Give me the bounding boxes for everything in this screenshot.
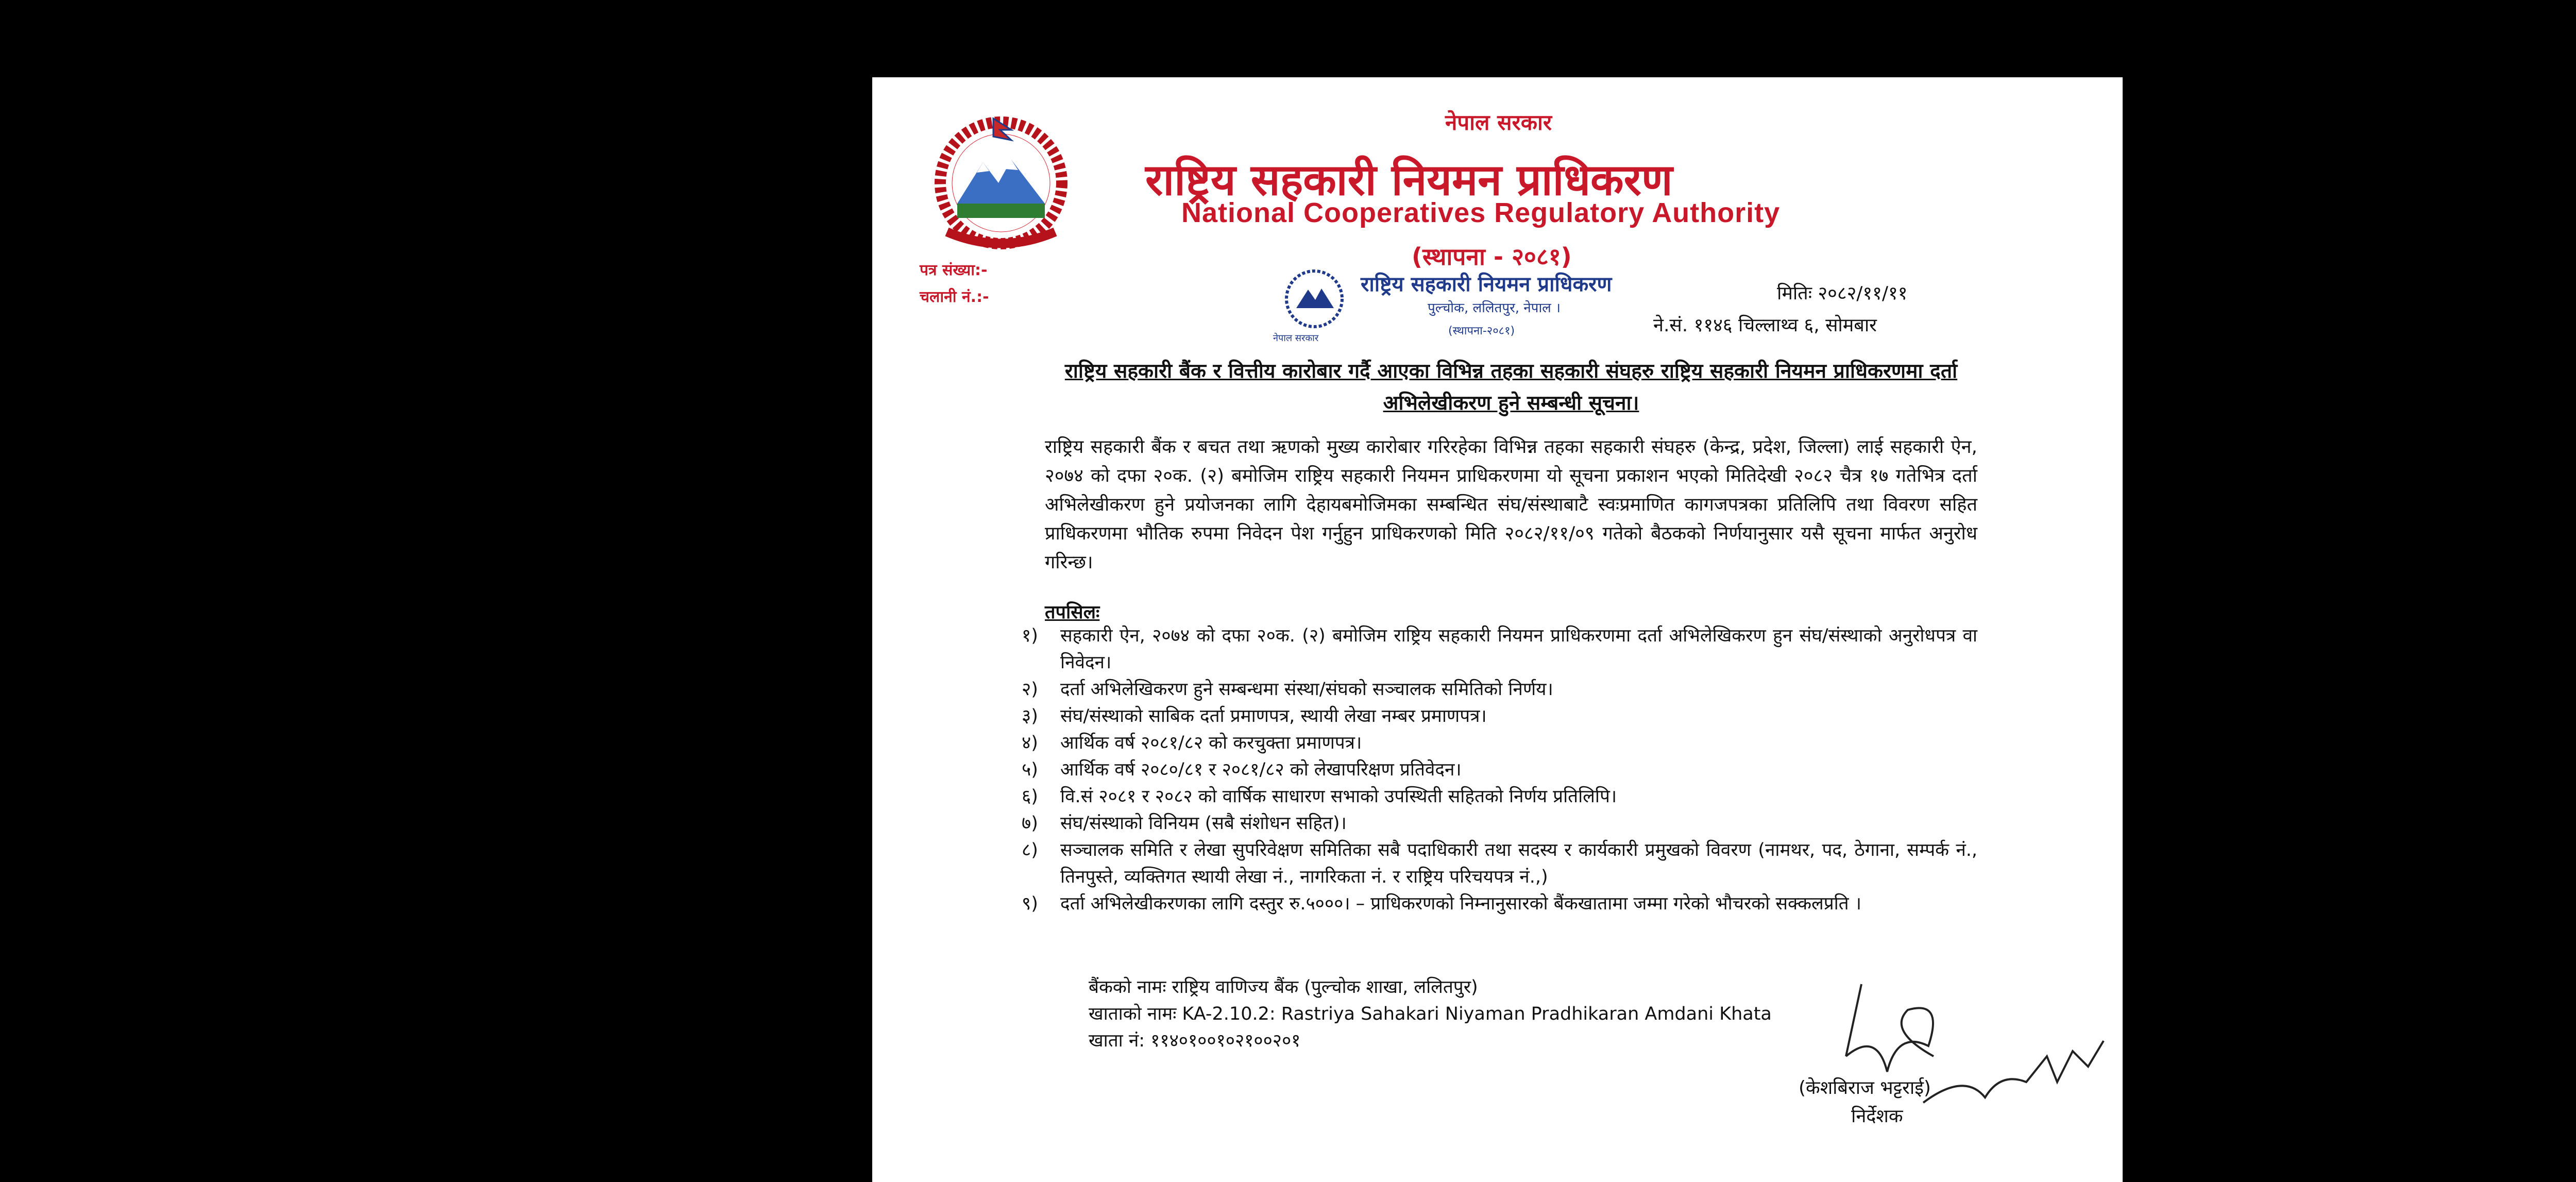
notice-body: राष्ट्रिय सहकारी बैंक र बचत तथा ऋणको मुख्य कारोबार गरिरहेका विभिन्न तहका सहकारी संघहरु (केन्द्र, प्रदेश, जिल्ला) लाई सहकारी ऐन, २०७४ को दफा २०क. (२) बमोजिम राष्ट्रिय सहकारी नियमन प्राधिकरणमा यो सूचना प्रकाशन भएको मितिदेखी २०८२ चैत्र १७ गतेभित्र दर्ता अभिलेखीकरण हुने प्रयोजनका लागि देहायबमोजिमका सम्बन्धित संघ/संस्थाबाटै स्वःप्रमाणित कागजपत्रका प्रतिलिपि तथा विवरण सहित प्राधिकरणमा भौतिक रुपमा निवेदन पेश गर्नुहुन प्राधिकरणको मिति २०८२/११/०९ गतेको बैठकको निर्णयानुसार यसै सूचना मार्फत अनुरोध गरिन्छ। bbox=[1045, 436, 1977, 573]
list-item bbox=[1022, 837, 1977, 890]
list-item-number: ४) bbox=[1022, 733, 1038, 753]
list-item-number: ३) bbox=[1022, 706, 1038, 727]
list-item-text: सञ्चालक समिति र लेखा सुपरिवेक्षण समितिका सबै पदाधिकारी तथा सदस्य र कार्यकारी प्रमुखको विवरण (नामथर, पद, ठेगाना, सम्पर्क नं., तिनपुस्ते, व्यक्तिगत स्थायी लेखा नं., नागरिकता नं. र राष्ट्रिय परिचयपत्र नं.,) bbox=[1060, 840, 1977, 887]
stamp-emblem-icon bbox=[1283, 268, 1345, 330]
org-name-nepali: राष्ट्रिय सहकारी नियमन प्राधिकरण bbox=[1145, 155, 1673, 205]
list-item bbox=[1022, 622, 1977, 676]
government-label: नेपाल सरकार bbox=[1445, 110, 1552, 135]
org-name-english: National Cooperatives Regulatory Authority bbox=[1181, 197, 1781, 228]
list-item bbox=[1022, 810, 1977, 837]
list-item-text: संघ/संस्थाको साबिक दर्ता प्रमाणपत्र, स्थायी लेखा नम्बर प्रमाणपत्र। bbox=[1060, 706, 1487, 727]
nepal-emblem-icon bbox=[916, 113, 1086, 258]
bank-account-name: खाताको नामः KA-2.10.2: Rastriya Sahakari Niyaman Pradhikaran Amdani Khata bbox=[1089, 1004, 1772, 1024]
list-item-text: दर्ता अभिलेखिकरण हुने सम्बन्धमा संस्था/संघको सञ्चालक समितिको निर्णय। bbox=[1060, 679, 1553, 700]
list-item-number: २) bbox=[1022, 679, 1038, 700]
list-item bbox=[1022, 730, 1977, 756]
list-item-number: ८) bbox=[1022, 840, 1038, 860]
stamp-established: (स्थापना-२०८१) bbox=[1448, 325, 1515, 337]
list-item-text: आर्थिक वर्ष २०८१/८२ को करचुक्ता प्रमाणपत्र। bbox=[1060, 733, 1362, 753]
bank-account-number: खाता नं: ११४०१००१०२१००२०१ bbox=[1089, 1031, 1301, 1051]
nepal-sambat-date: ने.सं. ११४६ चिल्लाथ्व ६, सोमबार bbox=[1653, 315, 1877, 336]
notice-subject: राष्ट्रिय सहकारी बैंक र वित्तीय कारोबार गर्दै आएका विभिन्न तहका सहकारी संघहरु राष्ट्रिय सहकारी नियमन प्राधिकरणमा दर्ता अभिलेखीकरण हुने सम्बन्धी सूचना। bbox=[1064, 360, 1958, 415]
list-item-number: ९) bbox=[1022, 893, 1038, 914]
stamp-address: पुल्चोक, ललितपुर, नेपाल । bbox=[1428, 300, 1561, 316]
stamp-circle-label: नेपाल सरकार bbox=[1273, 333, 1319, 344]
patra-sankhya-label: पत्र संख्या:- bbox=[920, 261, 988, 279]
signatory-name: (केशबिराज भट्टराई) bbox=[1799, 1077, 1931, 1099]
list-heading: तपसिलः bbox=[1045, 602, 1100, 623]
document-list bbox=[1022, 622, 1977, 917]
list-item bbox=[1022, 703, 1977, 730]
list-item-text: दर्ता अभिलेखीकरणका लागि दस्तुर रु.५०००। – प्राधिकरणको निम्नानुसारको बैंकखातामा जम्मा गरेको भौचरको सक्कलप्रति । bbox=[1060, 893, 1862, 914]
list-item bbox=[1022, 890, 1977, 917]
date-label: मितिः २०८२/११/११ bbox=[1777, 283, 1908, 304]
bank-details bbox=[1089, 974, 1772, 1054]
notice-page bbox=[872, 77, 2123, 1182]
bank-name: बैंकको नामः राष्ट्रिय वाणिज्य बैंक (पुल्चोक शाखा, ललितपुर) bbox=[1089, 977, 1478, 998]
list-item bbox=[1022, 756, 1977, 783]
list-item-text: संघ/संस्थाको विनियम (सबै संशोधन सहित)। bbox=[1060, 813, 1347, 834]
office-stamp bbox=[1273, 265, 1644, 347]
list-item-number: १) bbox=[1022, 626, 1038, 646]
list-item-number: ५) bbox=[1022, 759, 1038, 780]
stamp-title: राष्ट्रिय सहकारी नियमन प्राधिकरण bbox=[1361, 273, 1612, 296]
list-item-number: ६) bbox=[1022, 786, 1038, 807]
signatory-designation: निर्देशक bbox=[1851, 1106, 1903, 1127]
list-item-text: वि.सं २०८१ र २०८२ को वार्षिक साधारण सभाको उपस्थिती सहितको निर्णय प्रतिलिपि। bbox=[1060, 786, 1617, 807]
list-item bbox=[1022, 676, 1977, 703]
list-item bbox=[1022, 783, 1977, 810]
chalani-label: चलानी नं.:- bbox=[920, 288, 989, 306]
list-item-number: ७) bbox=[1022, 813, 1038, 834]
established-label: (स्थापना - २०८१) bbox=[1412, 243, 1572, 271]
list-item-text: सहकारी ऐन, २०७४ को दफा २०क. (२) बमोजिम राष्ट्रिय सहकारी नियमन प्राधिकरणमा दर्ता अभिलेखिकरण हुन संघ/संस्थाको अनुरोधपत्र वा निवेदन। bbox=[1060, 626, 1977, 673]
list-item-text: आर्थिक वर्ष २०८०/८१ र २०८१/८२ को लेखापरिक्षण प्रतिवेदन। bbox=[1060, 759, 1462, 780]
